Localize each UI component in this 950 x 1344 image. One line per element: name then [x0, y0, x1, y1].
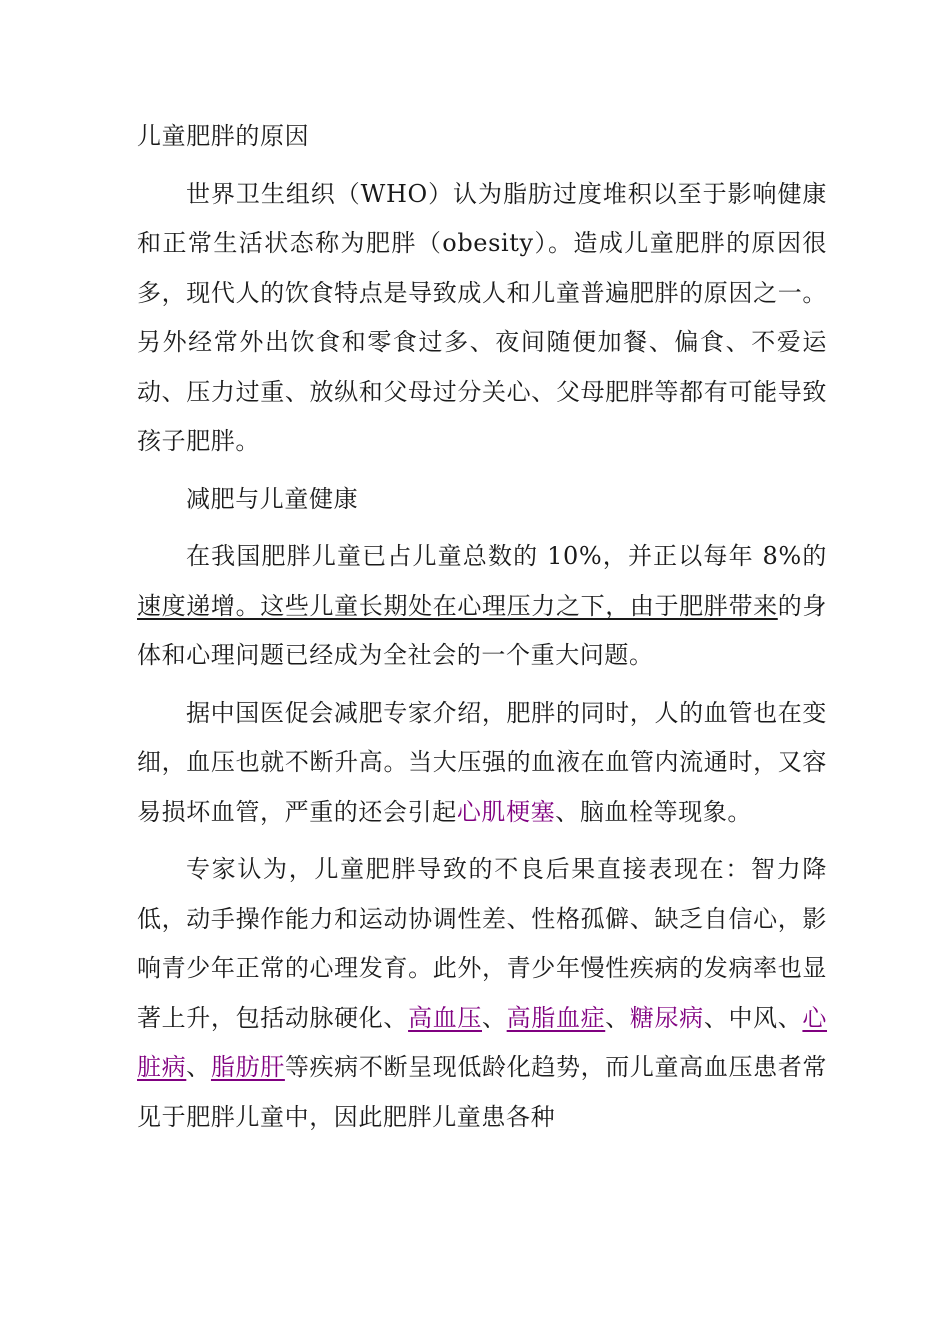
document-body — [137, 112, 827, 1150]
separator: 、中风、 — [703, 1003, 803, 1032]
separator: 、 — [605, 1003, 630, 1032]
paragraph-statistics — [137, 532, 827, 681]
section-heading: 减肥与儿童健康 — [186, 484, 359, 513]
underlined-text: 速度递增。这些儿童长期处在心理压力之下，由于肥胖带来 — [137, 591, 778, 620]
document-title: 儿童肥胖的原因 — [137, 122, 310, 150]
paragraph-text: 在我国肥胖儿童已占儿童总数的 10%，并正以每年 8%的 — [186, 542, 827, 570]
paragraph-text: 、脑血栓等现象。 — [555, 797, 753, 826]
link-heart-disease[interactable]: 心脏病 — [137, 1003, 828, 1081]
paragraph-expert-intro — [137, 689, 827, 838]
paragraph-text: 专家认为，儿童肥胖导致的不良后果直接表现在：智力降低，动手操作能力和运动协调性差、性格孤僻、缺乏自信心，影响青少年正常的心理发育。此外，青少年慢性疾病的发病率也显著上升，包括动脉硬化、 — [137, 855, 827, 1032]
link-hyperlipidemia[interactable]: 高脂血症 — [506, 1003, 606, 1032]
link-fatty-liver[interactable]: 脂肪肝 — [210, 1053, 285, 1081]
paragraph-text: 等疾病不断呈现低龄化趋势，而儿童高血压患者常见于肥胖儿童中，因此肥胖儿童患各种 — [137, 1053, 828, 1131]
link-diabetes[interactable]: 糖尿病 — [629, 1003, 704, 1032]
paragraph-text: 据中国医促会减肥专家介绍，肥胖的同时，人的血管也在变细，血压也就不断升高。当大压强的血液在血管内流通时，又容易损坏血管，严重的还会引起 — [137, 698, 827, 826]
paragraph-text: 的身体和心理问题已经成为全社会的一个重大问题。 — [137, 591, 827, 669]
separator: 、 — [482, 1003, 507, 1032]
link-hypertension[interactable]: 高血压 — [408, 1003, 482, 1032]
link-myocardial-infarction[interactable]: 心肌梗塞 — [456, 797, 556, 826]
paragraph-causes: 世界卫生组织（WHO）认为脂肪过度堆积以至于影响健康和正常生活状态称为肥胖（obesity）。造成儿童肥胖的原因很多，现代人的饮食特点是导致成人和儿童普遍肥胖的原因之一。另外经常外出饮食和零食过多、夜间随便加餐、偏食、不爱运动、压力过重、放纵和父母过分关心、父母肥胖等都有可能导致孩子肥胖。 — [137, 179, 827, 455]
paragraph-consequences — [137, 845, 827, 1142]
separator: 、 — [186, 1053, 211, 1081]
